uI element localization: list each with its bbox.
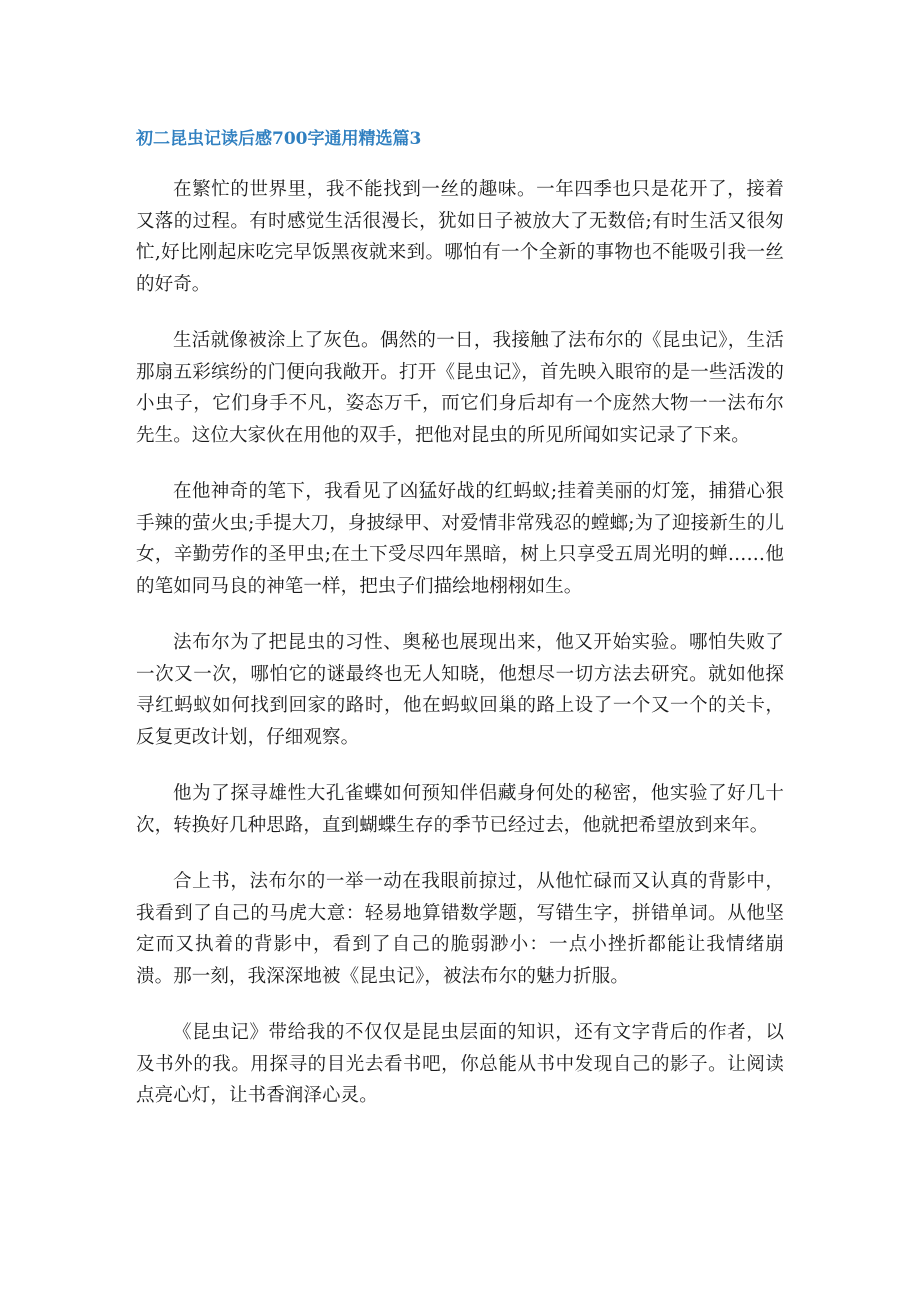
document-title: 初二昆虫记读后感700字通用精选篇3 [136,129,422,149]
paragraph-7: 《昆虫记》带给我的不仅仅是昆虫层面的知识，还有文字背后的作者，以及书外的我。用探寻的目光去看书吧，你总能从书中发现自己的影子。让阅读点亮心灯，让书香润泽心灵。 [136,1022,784,1106]
document-body [136,174,784,1137]
paragraph-5: 他为了探寻雄性大孔雀蝶如何预知伴侣藏身何处的秘密，他实验了好几十次，转换好几种思路，直到蝴蝶生存的季节已经过去，他就把希望放到来年。 [136,783,784,836]
paragraph-1: 在繁忙的世界里，我不能找到一丝的趣味。一年四季也只是花开了，接着又落的过程。有时感觉生活很漫长，犹如日子被放大了无数倍;有时生活又很匆忙,好比刚起床吃完早饭黑夜就来到。哪怕有一个全新的事物也不能吸引我一丝的好奇。 [136,179,784,295]
paragraph-4: 法布尔为了把昆虫的习性、奥秘也展现出来，他又开始实验。哪怕失败了一次又一次，哪怕它的谜最终也无人知晓，他想尽一切方法去研究。就如他探寻红蚂蚁如何找到回家的路时，他在蚂蚁回巢的路上设了一个又一个的关卡，反复更改计划，仔细观察。 [136,632,784,748]
paragraph-2: 生活就像被涂上了灰色。偶然的一日，我接触了法布尔的《昆虫记》，生活那扇五彩缤纷的门便向我敞开。打开《昆虫记》，首先映入眼帘的是一些活泼的小虫子，它们身手不凡，姿态万千，而它们身后却有一个庞然大物一一法布尔先生。这位大家伙在用他的双手，把他对昆虫的所见所闻如实记录了下来。 [136,330,784,446]
paragraph-6: 合上书，法布尔的一举一动在我眼前掠过，从他忙碌而又认真的背影中，我看到了自己的马虎大意：轻易地算错数学题，写错生字，拼错单词。从他坚定而又执着的背影中，看到了自己的脆弱渺小：一点小挫折都能让我情绪崩溃。那一刻，我深深地被《昆虫记》，被法布尔的魅力折服。 [136,871,784,987]
paragraph-3: 在他神奇的笔下，我看见了凶猛好战的红蚂蚁;挂着美丽的灯笼，捕猎心狠手辣的萤火虫;手提大刀，身披绿甲、对爱情非常残忍的螳螂;为了迎接新生的儿女，辛勤劳作的圣甲虫;在土下受尽四年黑暗，树上只享受五周光明的蝉……他的笔如同马良的神笔一样，把虫子们描绘地栩栩如生。 [136,481,784,597]
